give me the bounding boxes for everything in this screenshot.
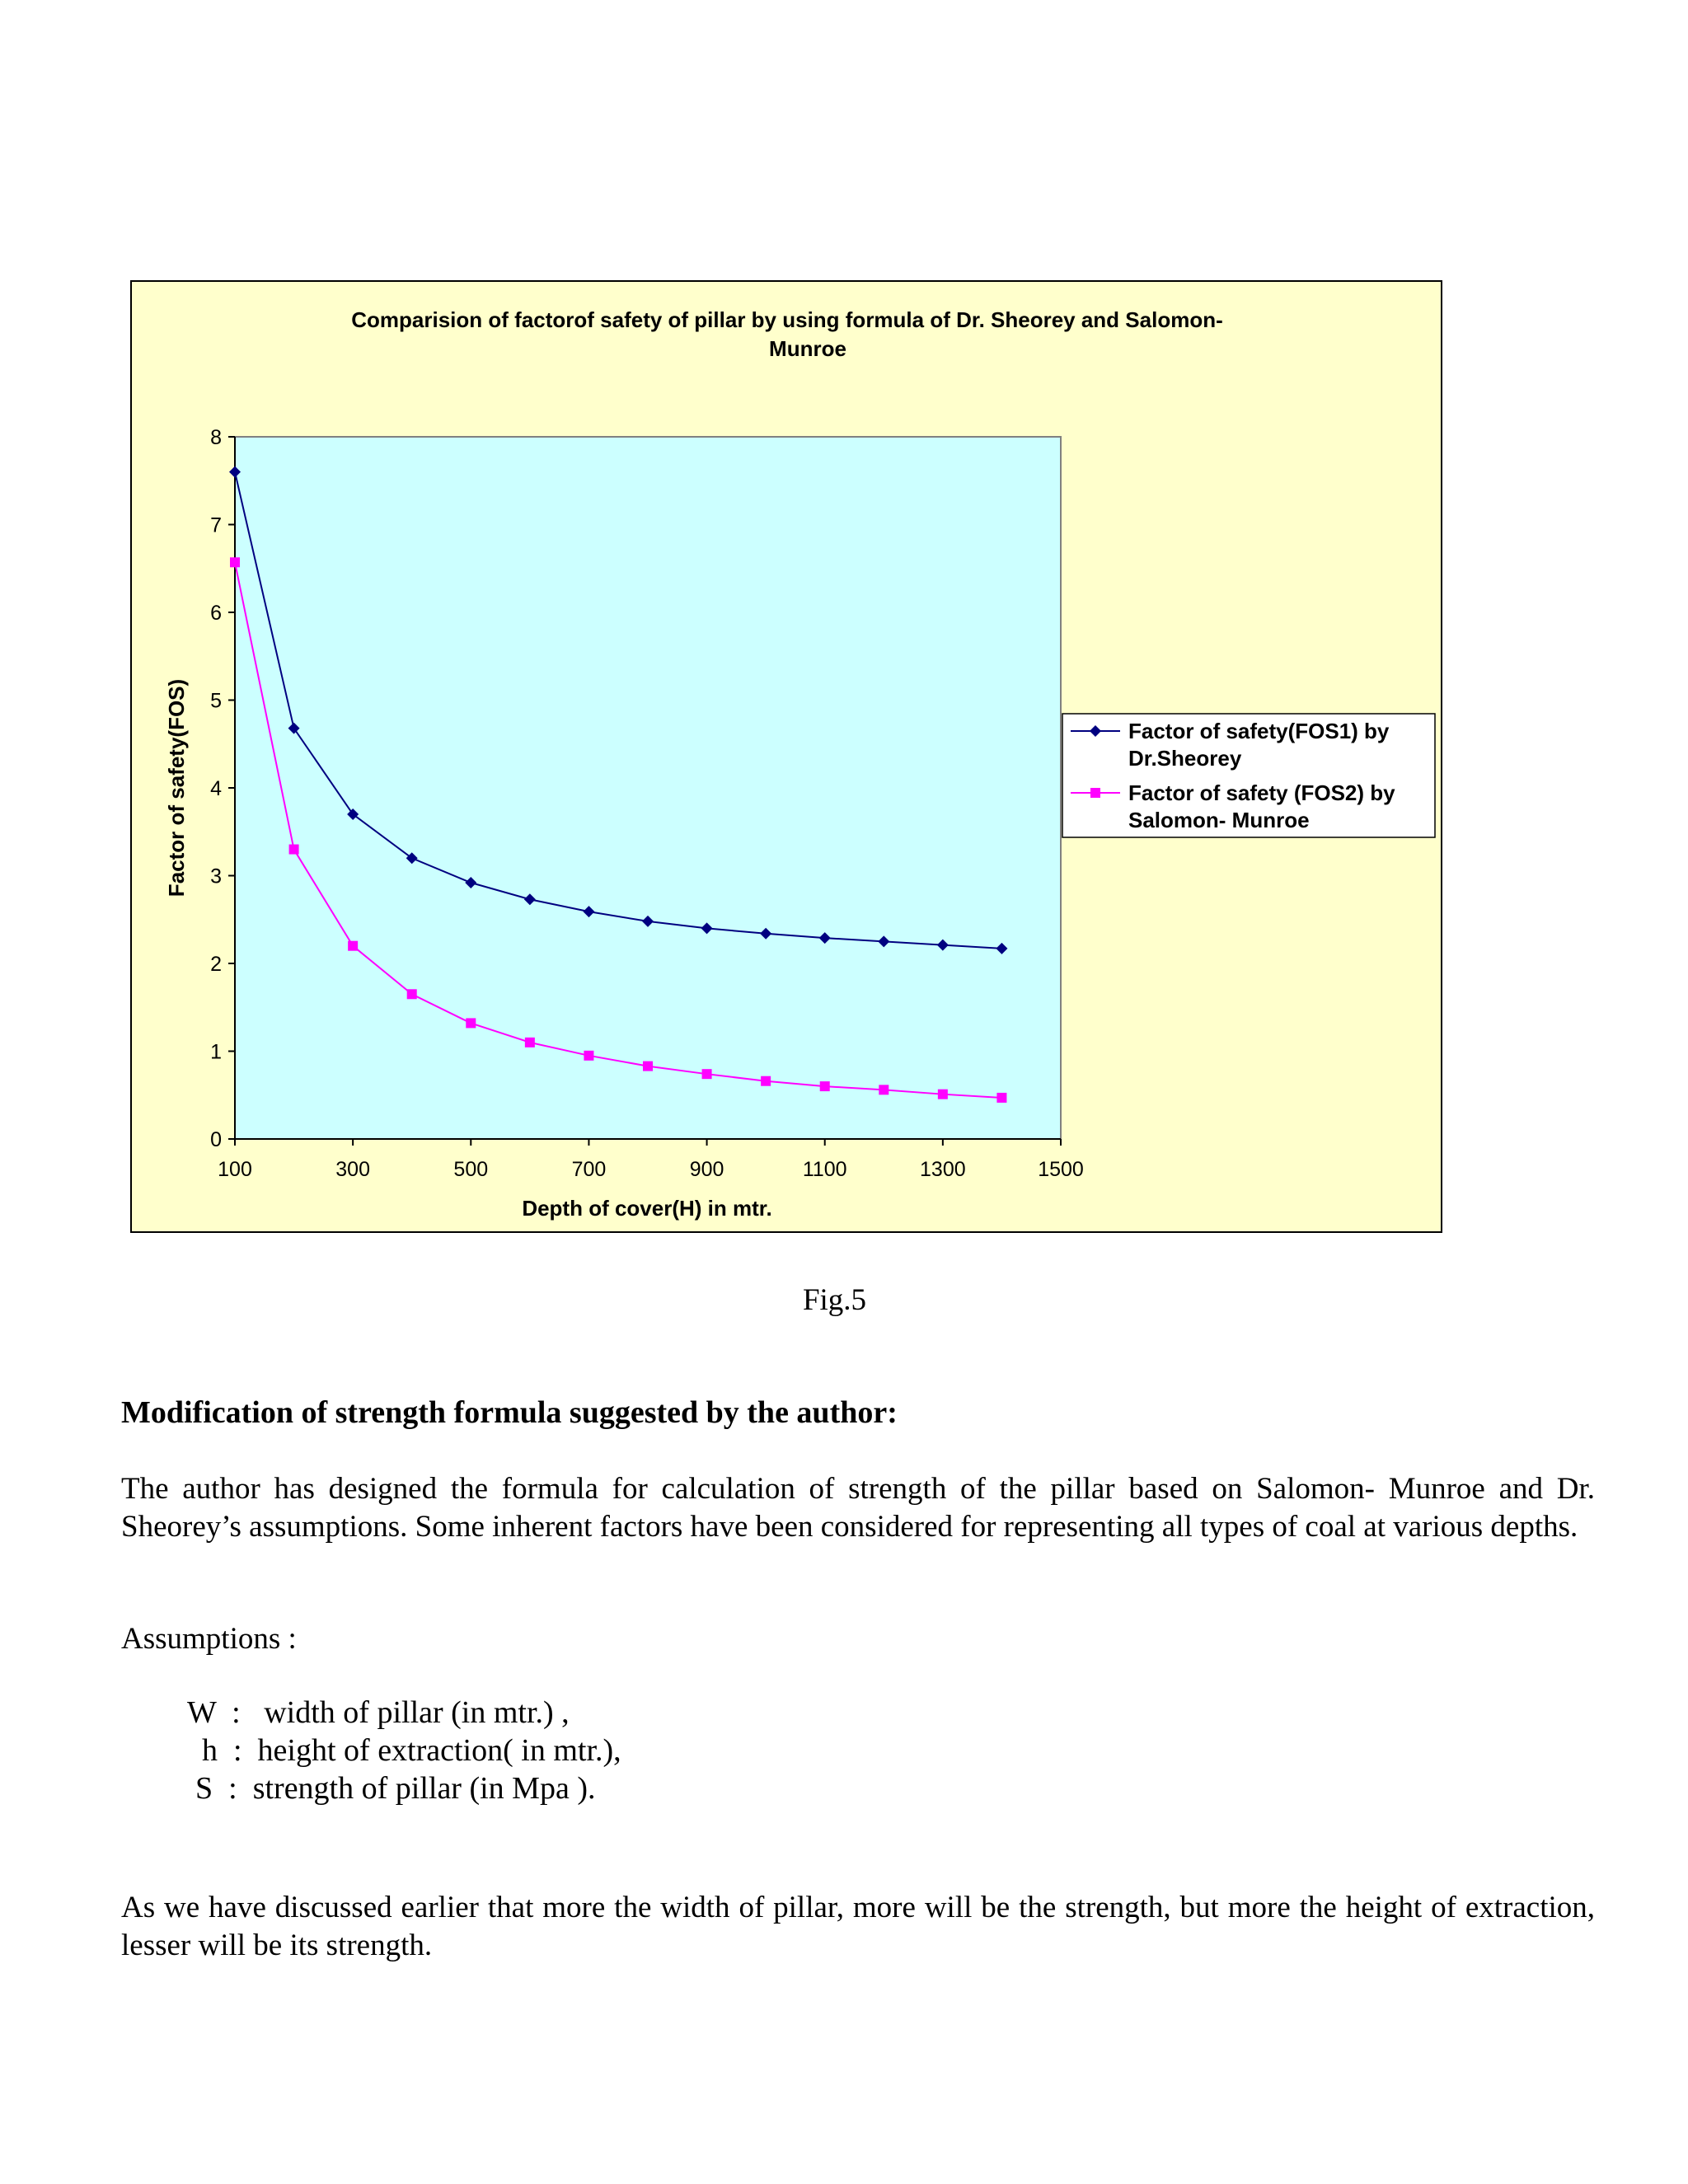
data-point-fos2: [407, 989, 417, 999]
legend-label-fos2-line-2: Salomon- Munroe: [1128, 808, 1310, 832]
y-tick-label: 8: [210, 426, 222, 449]
data-point-fos2: [643, 1062, 653, 1071]
assumption-height: h : height of extraction( in mtr.),: [202, 1733, 621, 1768]
fos-comparison-chart: [132, 282, 1444, 1235]
figure-caption: Fig.5: [802, 1283, 867, 1317]
data-point-fos2: [466, 1018, 476, 1028]
data-point-fos2: [230, 557, 240, 567]
x-axis-label: Depth of cover(H) in mtr.: [522, 1196, 772, 1221]
plot-area: [235, 437, 1061, 1139]
y-tick-label: 0: [210, 1128, 222, 1151]
x-tick-label: 900: [689, 1158, 724, 1181]
legend-label-fos1-line-1: Factor of safety(FOS1) by: [1128, 719, 1390, 743]
y-tick-label: 5: [210, 689, 222, 713]
chart-title-line-2: Munroe: [769, 336, 846, 361]
data-point-fos2: [289, 845, 299, 855]
data-point-fos2: [702, 1069, 712, 1079]
chart-title-line-1: Comparision of factorof safety of pillar by using formula of Dr. Sheorey and Salomon-: [351, 307, 1223, 332]
y-tick-label: 6: [210, 602, 222, 625]
legend: [1062, 714, 1435, 837]
x-tick-label: 1500: [1038, 1158, 1084, 1181]
data-point-fos2: [820, 1081, 830, 1091]
y-axis-label: Factor of safety(FOS): [164, 678, 189, 898]
data-point-fos2: [348, 941, 358, 951]
y-tick-label: 3: [210, 865, 222, 888]
x-tick-label: 700: [571, 1158, 607, 1181]
legend-marker-fos2: [1090, 788, 1100, 798]
y-ticks: [210, 426, 235, 1151]
y-tick-label: 1: [210, 1040, 222, 1064]
x-tick-label: 100: [218, 1158, 252, 1181]
assumptions-label: Assumptions :: [121, 1622, 297, 1656]
data-point-fos2: [938, 1090, 948, 1099]
data-point-fos2: [761, 1076, 771, 1086]
legend-label-fos1-line-2: Dr.Sheorey: [1128, 746, 1242, 771]
data-point-fos2: [879, 1085, 889, 1094]
data-point-fos2: [996, 1093, 1006, 1103]
x-tick-label: 300: [335, 1158, 371, 1181]
x-tick-label: 1100: [802, 1158, 847, 1181]
y-tick-label: 4: [210, 777, 222, 800]
data-point-fos2: [525, 1038, 535, 1047]
data-point-fos2: [584, 1051, 593, 1061]
x-tick-label: 500: [453, 1158, 489, 1181]
section-heading: Modification of strength formula suggested by the author:: [121, 1395, 898, 1430]
intro-paragraph: The author has designed the formula for calculation of strength of the pillar based on Salomon- Munroe and Dr. Sheorey’s assumptions. Some inherent factors have been considered for representing all types of coal at various depths.: [121, 1472, 1595, 1544]
x-ticks: [218, 1139, 1084, 1181]
assumption-strength: S : strength of pillar (in Mpa ).: [195, 1771, 596, 1806]
y-tick-label: 2: [210, 953, 222, 976]
assumption-width: W : width of pillar (in mtr.) ,: [187, 1695, 570, 1730]
chart-container: [130, 280, 1442, 1233]
y-tick-label: 7: [210, 513, 222, 537]
x-tick-label: 1300: [920, 1158, 966, 1181]
closing-paragraph: As we have discussed earlier that more the width of pillar, more will be the strength, but more the height of extraction, lesser will be its strength.: [121, 1891, 1595, 1962]
legend-label-fos2-line-1: Factor of safety (FOS2) by: [1128, 780, 1395, 805]
